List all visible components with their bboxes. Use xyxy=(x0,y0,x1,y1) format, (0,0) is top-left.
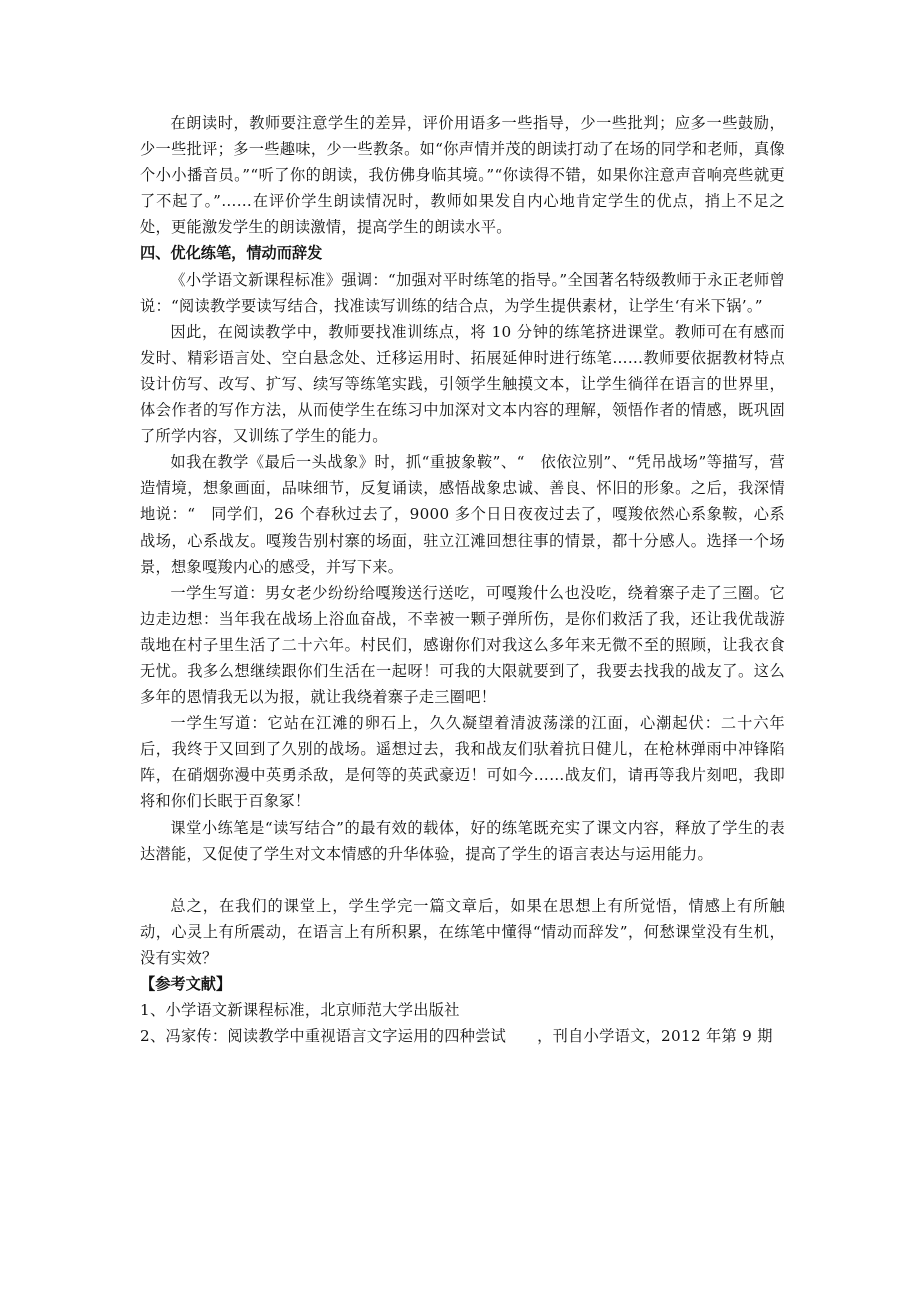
references-heading: 【参考文献】 xyxy=(140,975,232,993)
paragraph-curriculum-standard: 《小学语文新课程标准》强调：“加强对平时练笔的指导。”全国著名特级教师于永正老师曾说：“阅读教学要读写结合，找准读写训练的结合点，为学生提供素材，让学生‘有米下锅’。” xyxy=(140,270,785,315)
paragraph-student-writing-2: 一学生写道：它站在江滩的卵石上，久久凝望着清波荡漾的江面，心潮起伏：二十六年后，我终于又回到了久别的战场。遥想过去，我和战友们驮着抗日健儿，在枪林弹雨中冲锋陷阵，在硝烟弥漫中英勇杀敌，是何等的英武豪迈！可如今……战友们，请再等我片刻吧，我即将和你们长眠于百象冢！ xyxy=(140,714,785,811)
paragraph-student-writing-1: 一学生写道：男女老少纷纷给嘎羧送行送吃，可嘎羧什么也没吃，绕着寨子走了三圈。它边走边想：当年我在战场上浴血奋战，不幸被一颗子弹所伤，是你们救活了我，还让我优哉游哉地在村子里生活了二十六年。村民们，感谢你们对我这么多年来无微不至的照顾，让我衣食无忧。我多么想继续跟你们生活在一起呀！可我的大限就要到了，我要去找我的战友了。这么多年的恩情我无以为报，就让我绕着寨子走三圈吧！ xyxy=(140,583,785,707)
document-page xyxy=(140,110,785,1049)
paragraph-reading-evaluation: 在朗读时，教师要注意学生的差异，评价用语多一些指导，少一些批判；应多一些鼓励，少一些批评；多一些趣味，少一些教条。如“你声情并茂的朗读打动了在场的同学和老师，真像个小小播音员。”“听了你的朗读，我仿佛身临其境。”“你读得不错，如果你注意声音响亮些就更了不起了。”……在评价学生朗读情况时，教师如果发自内心地肯定学生的优点，捎上不足之处，更能激发学生的朗读激情，提高学生的朗读水平。 xyxy=(140,114,785,237)
paragraph-practice-summary: 课堂小练笔是“读写结合”的最有效的载体，好的练笔既充实了课文内容，释放了学生的表达潜能，又促使了学生对文本情感的升华体验，提高了学生的语言表达与运用能力。 xyxy=(140,818,785,863)
paragraph-conclusion: 总之，在我们的课堂上，学生学完一篇文章后，如果在思想上有所觉悟，情感上有所触动，心灵上有所震动，在语言上有所积累，在练笔中懂得“情动而辞发”，何愁课堂没有生机，没有实效？ xyxy=(140,896,785,967)
section-heading-writing-practice: 四、优化练笔，情动而辞发 xyxy=(140,244,323,263)
paragraph-teaching-example: 如我在教学《最后一头战象》时，抓“重披象鞍”、“ 依依泣别”、“凭吊战场”等描写，营造情境，想象画面，品味细节，反复诵读，感悟战象忠诚、善良、怀旧的形象。之后，我深情地说：“ 同学们，26 个春秋过去了，9000 多个日日夜夜过去了，嘎羧依然心系象鞍，心系战场，心系战友。嘎羧告别村寨的场面，驻立江滩回想往事的情景，都十分感人。选择一个场景，想象嘎羧内心的感受，并写下来。 xyxy=(140,453,785,576)
blank-line xyxy=(140,867,785,893)
paragraph-training-points: 因此，在阅读教学中，教师要找准训练点，将 10 分钟的练笔挤进课堂。教师可在有感而发时、精彩语言处、空白悬念处、迁移运用时、拓展延伸时进行练笔……教师要依据教材特点设计仿写、改写、扩写、续写等练笔实践，引领学生触摸文本，让学生徜徉在语言的世界里，体会作者的写作方法，从而使学生在练习中加深对文本内容的理解，领悟作者的情感，既巩固了所学内容，又训练了学生的能力。 xyxy=(140,322,785,446)
reference-item-2: 2、冯家传：阅读教学中重视语言文字运用的四种尝试 ，刊自小学语文，2012 年第 9 期 xyxy=(140,1027,773,1046)
reference-item-1: 1、小学语文新课程标准，北京师范大学出版社 xyxy=(140,1001,460,1020)
